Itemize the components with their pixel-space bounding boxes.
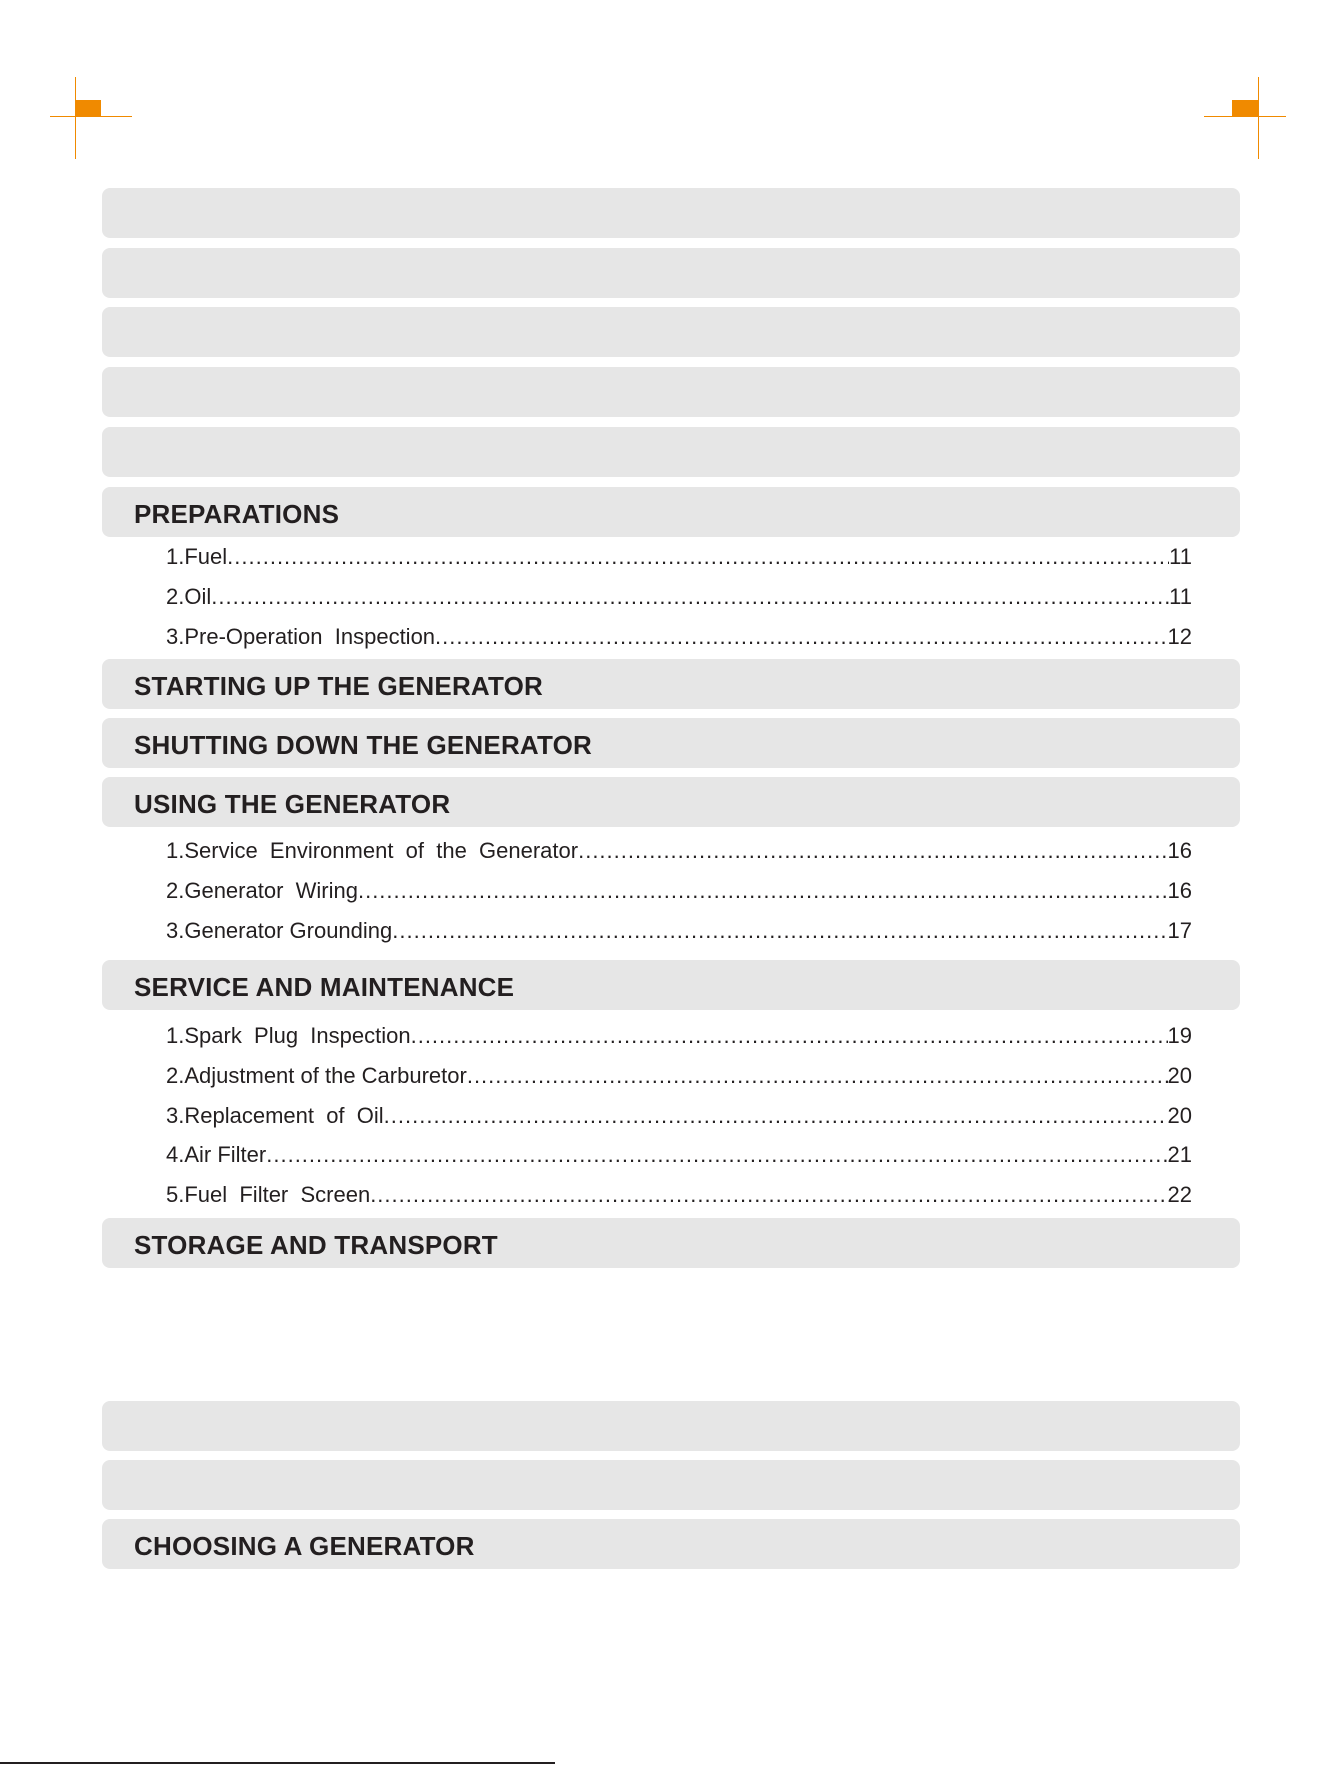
toc-entry-label: 2.Adjustment of the Carburetor bbox=[166, 1063, 467, 1088]
toc-entry-label: 1.Fuel bbox=[166, 544, 228, 569]
bottom-rule bbox=[0, 1762, 555, 1764]
toc-entry-fuel[interactable] bbox=[166, 540, 1192, 570]
crop-line-top-left-h bbox=[50, 116, 132, 117]
section-shutting-down[interactable] bbox=[102, 718, 1240, 768]
crop-mark-top-right bbox=[1232, 100, 1258, 116]
toc-entry-label: 2.Oil bbox=[166, 584, 212, 609]
toc-page-number: 22 bbox=[1167, 1182, 1192, 1207]
toc-page-number: 16 bbox=[1167, 878, 1192, 903]
toc-entry-oil[interactable] bbox=[166, 580, 1192, 610]
toc-bar-empty-6 bbox=[102, 1401, 1240, 1451]
toc-entry-label: 4.Air Filter bbox=[166, 1142, 267, 1167]
section-preparations[interactable] bbox=[102, 487, 1240, 537]
toc-entry-label: 1.Spark Plug Inspection bbox=[166, 1023, 411, 1048]
toc-leader-dots bbox=[435, 624, 1167, 650]
section-storage-transport[interactable] bbox=[102, 1218, 1240, 1268]
toc-entry-service-environment[interactable] bbox=[166, 834, 1192, 864]
toc-page-number: 11 bbox=[1169, 584, 1192, 609]
toc-entry-label: 2.Generator Wiring bbox=[166, 878, 358, 903]
toc-page-number: 17 bbox=[1167, 918, 1192, 943]
toc-entry-pre-operation-inspection[interactable] bbox=[166, 620, 1192, 650]
section-title: STORAGE AND TRANSPORT bbox=[134, 1230, 498, 1260]
crop-line-top-right-h bbox=[1204, 116, 1286, 117]
toc-bar-empty-7 bbox=[102, 1460, 1240, 1510]
section-title: SHUTTING DOWN THE GENERATOR bbox=[134, 730, 592, 760]
toc-page-number: 21 bbox=[1167, 1142, 1192, 1167]
toc-bar-empty-1 bbox=[102, 188, 1240, 238]
crop-line-top-right-v bbox=[1258, 77, 1259, 159]
toc-entry-carburetor[interactable] bbox=[166, 1059, 1192, 1089]
toc-page-number: 20 bbox=[1167, 1063, 1192, 1088]
crop-mark-top-left bbox=[75, 100, 101, 116]
section-title: USING THE GENERATOR bbox=[134, 789, 451, 819]
toc-bar-empty-3 bbox=[102, 307, 1240, 357]
toc-page-number: 11 bbox=[1169, 544, 1192, 569]
toc-entry-generator-grounding[interactable] bbox=[166, 914, 1192, 944]
toc-entry-replacement-oil[interactable] bbox=[166, 1099, 1192, 1129]
toc-leader-dots bbox=[370, 1182, 1167, 1208]
toc-entry-fuel-filter-screen[interactable] bbox=[166, 1178, 1192, 1208]
crop-line-top-left-v bbox=[75, 77, 76, 159]
section-title: STARTING UP THE GENERATOR bbox=[134, 671, 543, 701]
toc-leader-dots bbox=[211, 584, 1169, 610]
toc-leader-dots bbox=[266, 1142, 1167, 1168]
toc-page-number: 16 bbox=[1167, 838, 1192, 863]
section-starting-up[interactable] bbox=[102, 659, 1240, 709]
section-using[interactable] bbox=[102, 777, 1240, 827]
toc-leader-dots bbox=[227, 544, 1169, 570]
toc-page-number: 19 bbox=[1167, 1023, 1192, 1048]
toc-page-number: 12 bbox=[1167, 624, 1192, 649]
section-title: SERVICE AND MAINTENANCE bbox=[134, 972, 515, 1002]
toc-leader-dots bbox=[578, 838, 1167, 864]
toc-entry-label: 3.Generator Grounding bbox=[166, 918, 393, 943]
toc-entry-air-filter[interactable] bbox=[166, 1138, 1192, 1168]
toc-leader-dots bbox=[411, 1023, 1168, 1049]
section-choosing-generator[interactable] bbox=[102, 1519, 1240, 1569]
section-title: CHOOSING A GENERATOR bbox=[134, 1531, 475, 1561]
toc-entry-label: 3.Pre-Operation Inspection bbox=[166, 624, 436, 649]
toc-leader-dots bbox=[392, 918, 1167, 944]
toc-entry-label: 3.Replacement of Oil bbox=[166, 1103, 384, 1128]
toc-entry-spark-plug[interactable] bbox=[166, 1019, 1192, 1049]
toc-page-number: 20 bbox=[1167, 1103, 1192, 1128]
toc-bar-empty-5 bbox=[102, 427, 1240, 477]
toc-entry-label: 5.Fuel Filter Screen bbox=[166, 1182, 371, 1207]
section-title: PREPARATIONS bbox=[134, 499, 340, 529]
section-service-maintenance[interactable] bbox=[102, 960, 1240, 1010]
toc-bar-empty-4 bbox=[102, 367, 1240, 417]
toc-leader-dots bbox=[358, 878, 1168, 904]
toc-leader-dots bbox=[384, 1103, 1168, 1129]
toc-bar-empty-2 bbox=[102, 248, 1240, 298]
toc-leader-dots bbox=[467, 1063, 1168, 1089]
toc-entry-label: 1.Service Environment of the Generator bbox=[166, 838, 579, 863]
toc-entry-generator-wiring[interactable] bbox=[166, 874, 1192, 904]
